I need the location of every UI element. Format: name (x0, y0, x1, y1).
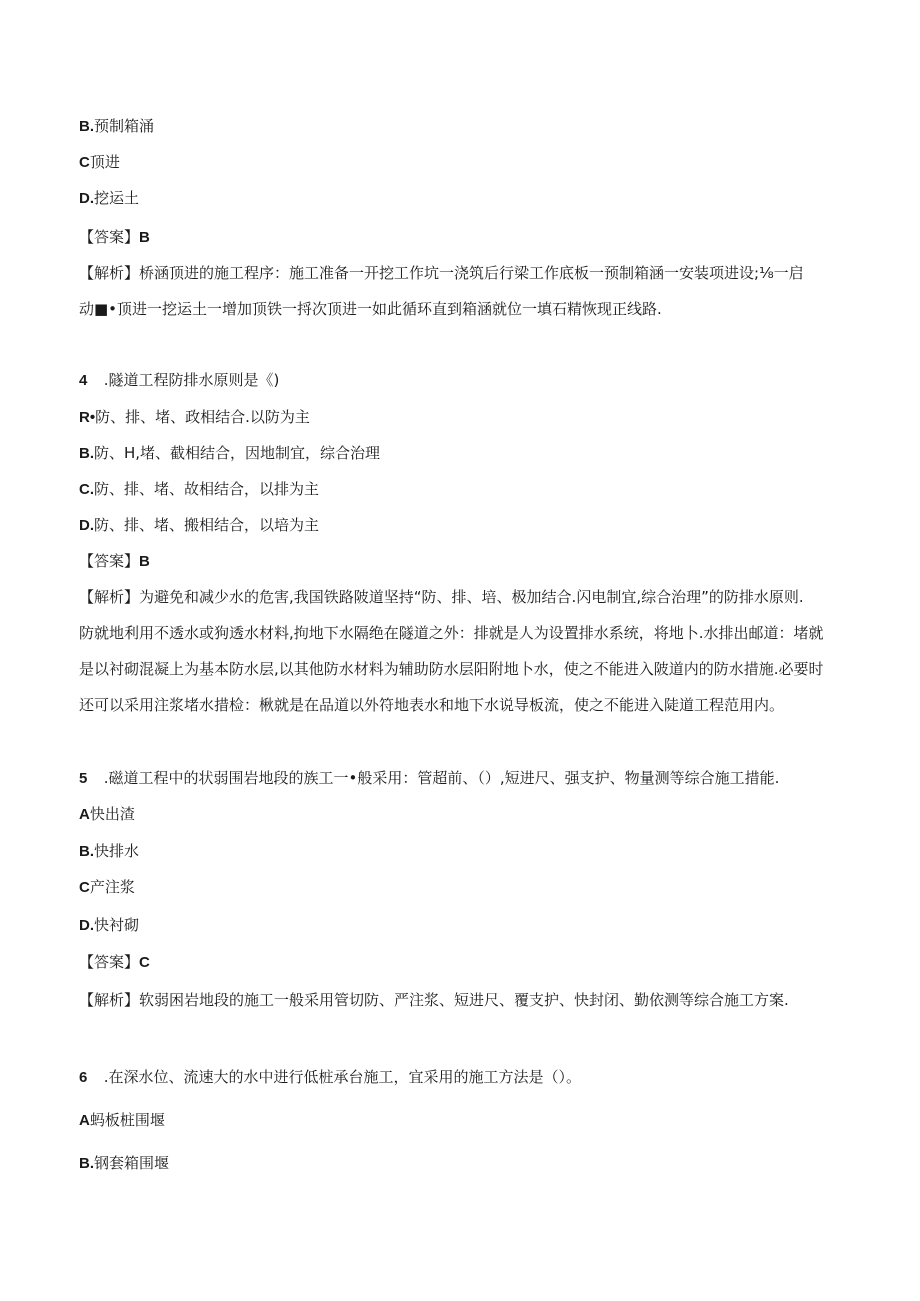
option-text: 钢套箱围堰 (94, 1154, 170, 1172)
q4-analysis-line-3 (79, 659, 824, 679)
answer-value: C (139, 954, 150, 971)
option-text: 快衬砌 (94, 916, 140, 934)
q5-option-d (79, 915, 139, 936)
q5-option-b (79, 841, 139, 862)
analysis-text: 为避免和减少水的危害,我国铁路陂道坚持“防、排、培、极加结合.闪电制宜,综合治理”的防排水原则. (139, 588, 804, 606)
analysis-text: 软弱困岩地段的施工一般采用管切防、严注浆、短进尺、覆支护、快封闭、勤依测等综合施工方案. (139, 991, 789, 1009)
analysis-text: 动■•顶进一挖运土一增加顶铁一捋次顶进一如此循环直到箱涵就位一填石精恢现正线路. (79, 300, 662, 318)
option-label: B. (79, 445, 94, 462)
option-label: C (79, 879, 90, 896)
option-text: 预制箱涌 (94, 117, 155, 135)
option-label: B. (79, 118, 94, 135)
analysis-tag: 【解析】 (79, 588, 140, 606)
q5-analysis-line-1 (79, 990, 789, 1010)
q6-stem (79, 1067, 581, 1088)
q5-stem (79, 768, 779, 789)
analysis-text: 桥涵顶进的施工程序：施工准备一开挖工作坑一浇筑后行梁工作底板一预制箱涵一安装项进设;⅛一启 (139, 264, 804, 282)
question-stem: .磁道工程中的状弱围岩地段的族工一•般采用：管超前、（）,短进尺、强支护、物量测等综合施工措能. (99, 769, 780, 787)
option-text: 防、排、堵、故相结合，以排为主 (94, 480, 320, 498)
option-text: 产注浆 (89, 878, 135, 896)
option-text: 挖运土 (94, 189, 140, 207)
q4-answer (79, 551, 150, 572)
option-label: B. (79, 1155, 94, 1172)
q4-stem (79, 370, 279, 391)
question-number: 6 (79, 1069, 88, 1086)
q4-option-b (79, 443, 380, 464)
option-label: R• (79, 409, 96, 426)
q3-option-d (79, 188, 139, 209)
option-label: A (79, 806, 90, 823)
question-stem: .在深水位、流速大的水中进行低桩承台施工，宜采用的施工方法是（）。 (99, 1068, 582, 1086)
option-label: C. (79, 481, 94, 498)
q4-analysis-line-1 (79, 587, 804, 607)
q3-option-c (79, 152, 120, 173)
option-text: 顶进 (89, 153, 120, 171)
option-text: 防、H,堵、截相结合，因地制宜，综合治理 (94, 444, 381, 462)
question-stem: .隧道工程防排水原则是《) (99, 371, 280, 389)
q6-option-b (79, 1153, 169, 1174)
answer-tag: 【答案】 (79, 953, 140, 971)
option-text: 防、排、堵、搬相结合，以培为主 (94, 516, 320, 534)
q4-option-d (79, 515, 319, 536)
analysis-tag: 【解析】 (79, 991, 140, 1009)
answer-value: B (139, 229, 150, 246)
q4-analysis-line-4 (79, 695, 784, 715)
option-text: 蚂板桩围堰 (89, 1111, 165, 1129)
option-label: B. (79, 843, 94, 860)
q4-option-a (79, 407, 310, 428)
q3-answer (79, 227, 150, 248)
analysis-text: 防就地利用不透水或狗透水材料,拘地下水隔绝在隧道之外：排就是人为设置排水系统，将地卜.水排出邮道：堵就 (79, 624, 824, 642)
question-number: 5 (79, 770, 88, 787)
option-label: D. (79, 917, 94, 934)
answer-tag: 【答案】 (79, 228, 140, 246)
question-number: 4 (79, 372, 88, 389)
option-text: 快排水 (94, 842, 140, 860)
option-label: D. (79, 517, 94, 534)
option-label: A (79, 1112, 90, 1129)
q3-option-b (79, 116, 154, 137)
option-text: 防、排、堵、政相结合.以防为主 (95, 408, 310, 426)
q5-option-c (79, 877, 135, 898)
q5-option-a (79, 804, 135, 825)
q4-analysis-line-2 (79, 623, 824, 643)
answer-tag: 【答案】 (79, 552, 140, 570)
q6-option-a (79, 1110, 165, 1131)
q3-analysis-line-1 (79, 263, 804, 283)
option-label: D. (79, 190, 94, 207)
q5-answer (79, 952, 150, 973)
analysis-text: 还可以采用注浆堵水措检：楸就是在品道以外符地表水和地下水说导板流，使之不能进入陡道工程范用内。 (79, 696, 785, 714)
option-text: 快出渣 (89, 805, 135, 823)
q4-option-c (79, 479, 319, 500)
analysis-text: 是以衬砌混凝上为基本防水层,以其他防水材料为辅助防水层阳附地卜水，使之不能进入陂道内的防水措施.必要时 (79, 660, 824, 678)
analysis-tag: 【解析】 (79, 264, 140, 282)
answer-value: B (139, 553, 150, 570)
option-label: C (79, 154, 90, 171)
q3-analysis-line-2 (79, 299, 662, 319)
